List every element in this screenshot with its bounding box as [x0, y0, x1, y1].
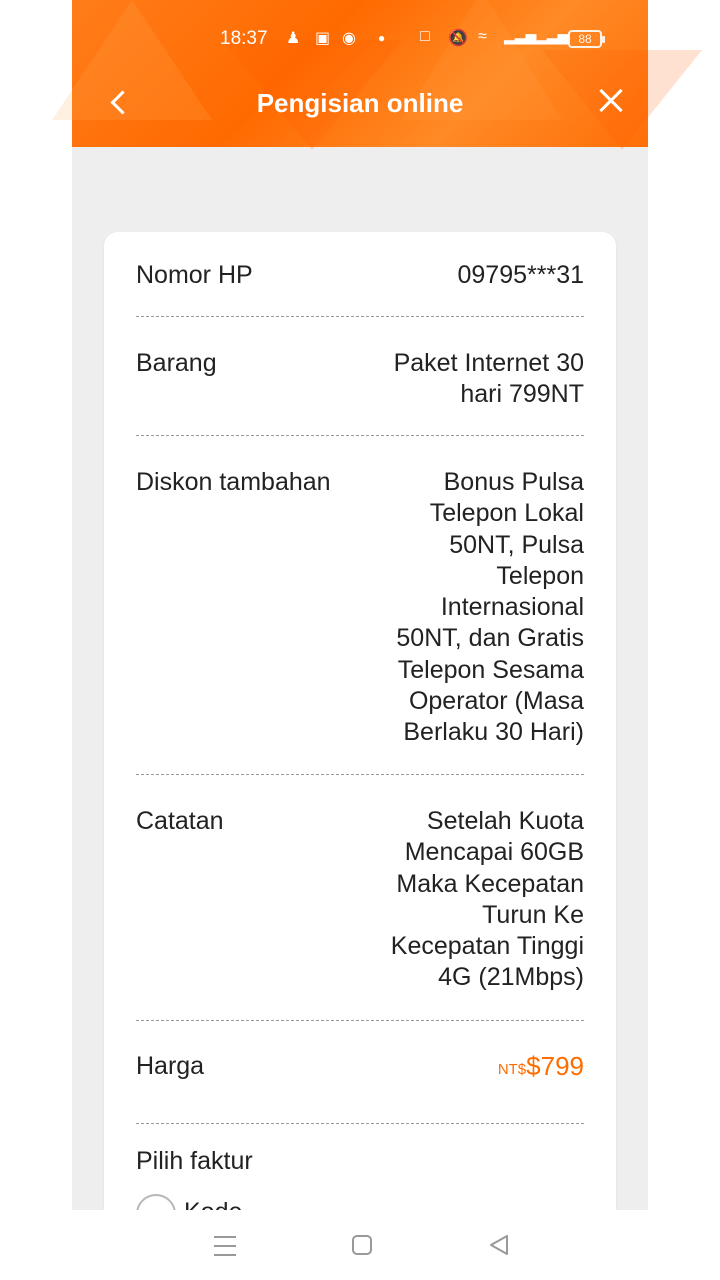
nfc-icon: □: [420, 28, 430, 45]
status-bar: [72, 20, 648, 60]
divider: [136, 1123, 584, 1124]
detail-label: Barang: [136, 349, 217, 377]
order-card: [104, 232, 616, 1272]
divider: [136, 1020, 584, 1021]
price-amount: $799: [526, 1051, 584, 1081]
back-triangle-icon[interactable]: [488, 1234, 510, 1256]
detail-label: Nomor HP: [136, 261, 253, 289]
system-nav-bar: [0, 1210, 720, 1280]
divider: [136, 435, 584, 436]
price-currency: NT$: [497, 1061, 527, 1078]
nav-bar: [72, 74, 648, 132]
detail-label: Harga: [136, 1052, 205, 1080]
price-value: [498, 1051, 584, 1085]
invoice-title: Pilih faktur: [136, 1147, 253, 1175]
app-frame: [72, 0, 648, 1210]
status-time: 18:37: [220, 28, 268, 49]
close-icon[interactable]: [592, 80, 632, 120]
page-title: Pengisian online: [256, 88, 464, 118]
battery-icon: 88: [568, 30, 602, 48]
line-icon: ◉: [342, 30, 356, 47]
detail-value: Paket Internet 30 hari 799NT: [393, 349, 584, 409]
signal-icon: ▂▃▅: [504, 28, 537, 44]
detail-value: 09795***31: [457, 261, 584, 289]
wifi-icon: ≈: [478, 28, 487, 45]
divider: [136, 774, 584, 775]
mute-icon: 🔕: [448, 30, 468, 47]
dot-icon: ●: [378, 31, 386, 45]
detail-value: Setelah Kuota Mencapai 60GB Maka Kecepatan Turun Ke Kecepatan Tinggi 4G (21Mbps): [390, 807, 584, 992]
detail-value: Bonus Pulsa Telepon Lokal 50NT, Pulsa Telepon Internasional 50NT, dan Gratis Telepon Sesama Operator (Masa Berlaku 30 Hari): [396, 468, 584, 747]
detail-label: Diskon tambahan: [136, 468, 331, 496]
signal-icon-2: ▂▃▅: [536, 28, 569, 44]
home-icon[interactable]: [352, 1235, 372, 1255]
divider: [136, 316, 584, 317]
shop-icon: ▣: [315, 30, 331, 47]
header: [72, 0, 648, 147]
menu-icon[interactable]: [214, 1236, 236, 1256]
people-icon: ♟: [286, 30, 301, 47]
detail-label: Catatan: [136, 807, 224, 835]
